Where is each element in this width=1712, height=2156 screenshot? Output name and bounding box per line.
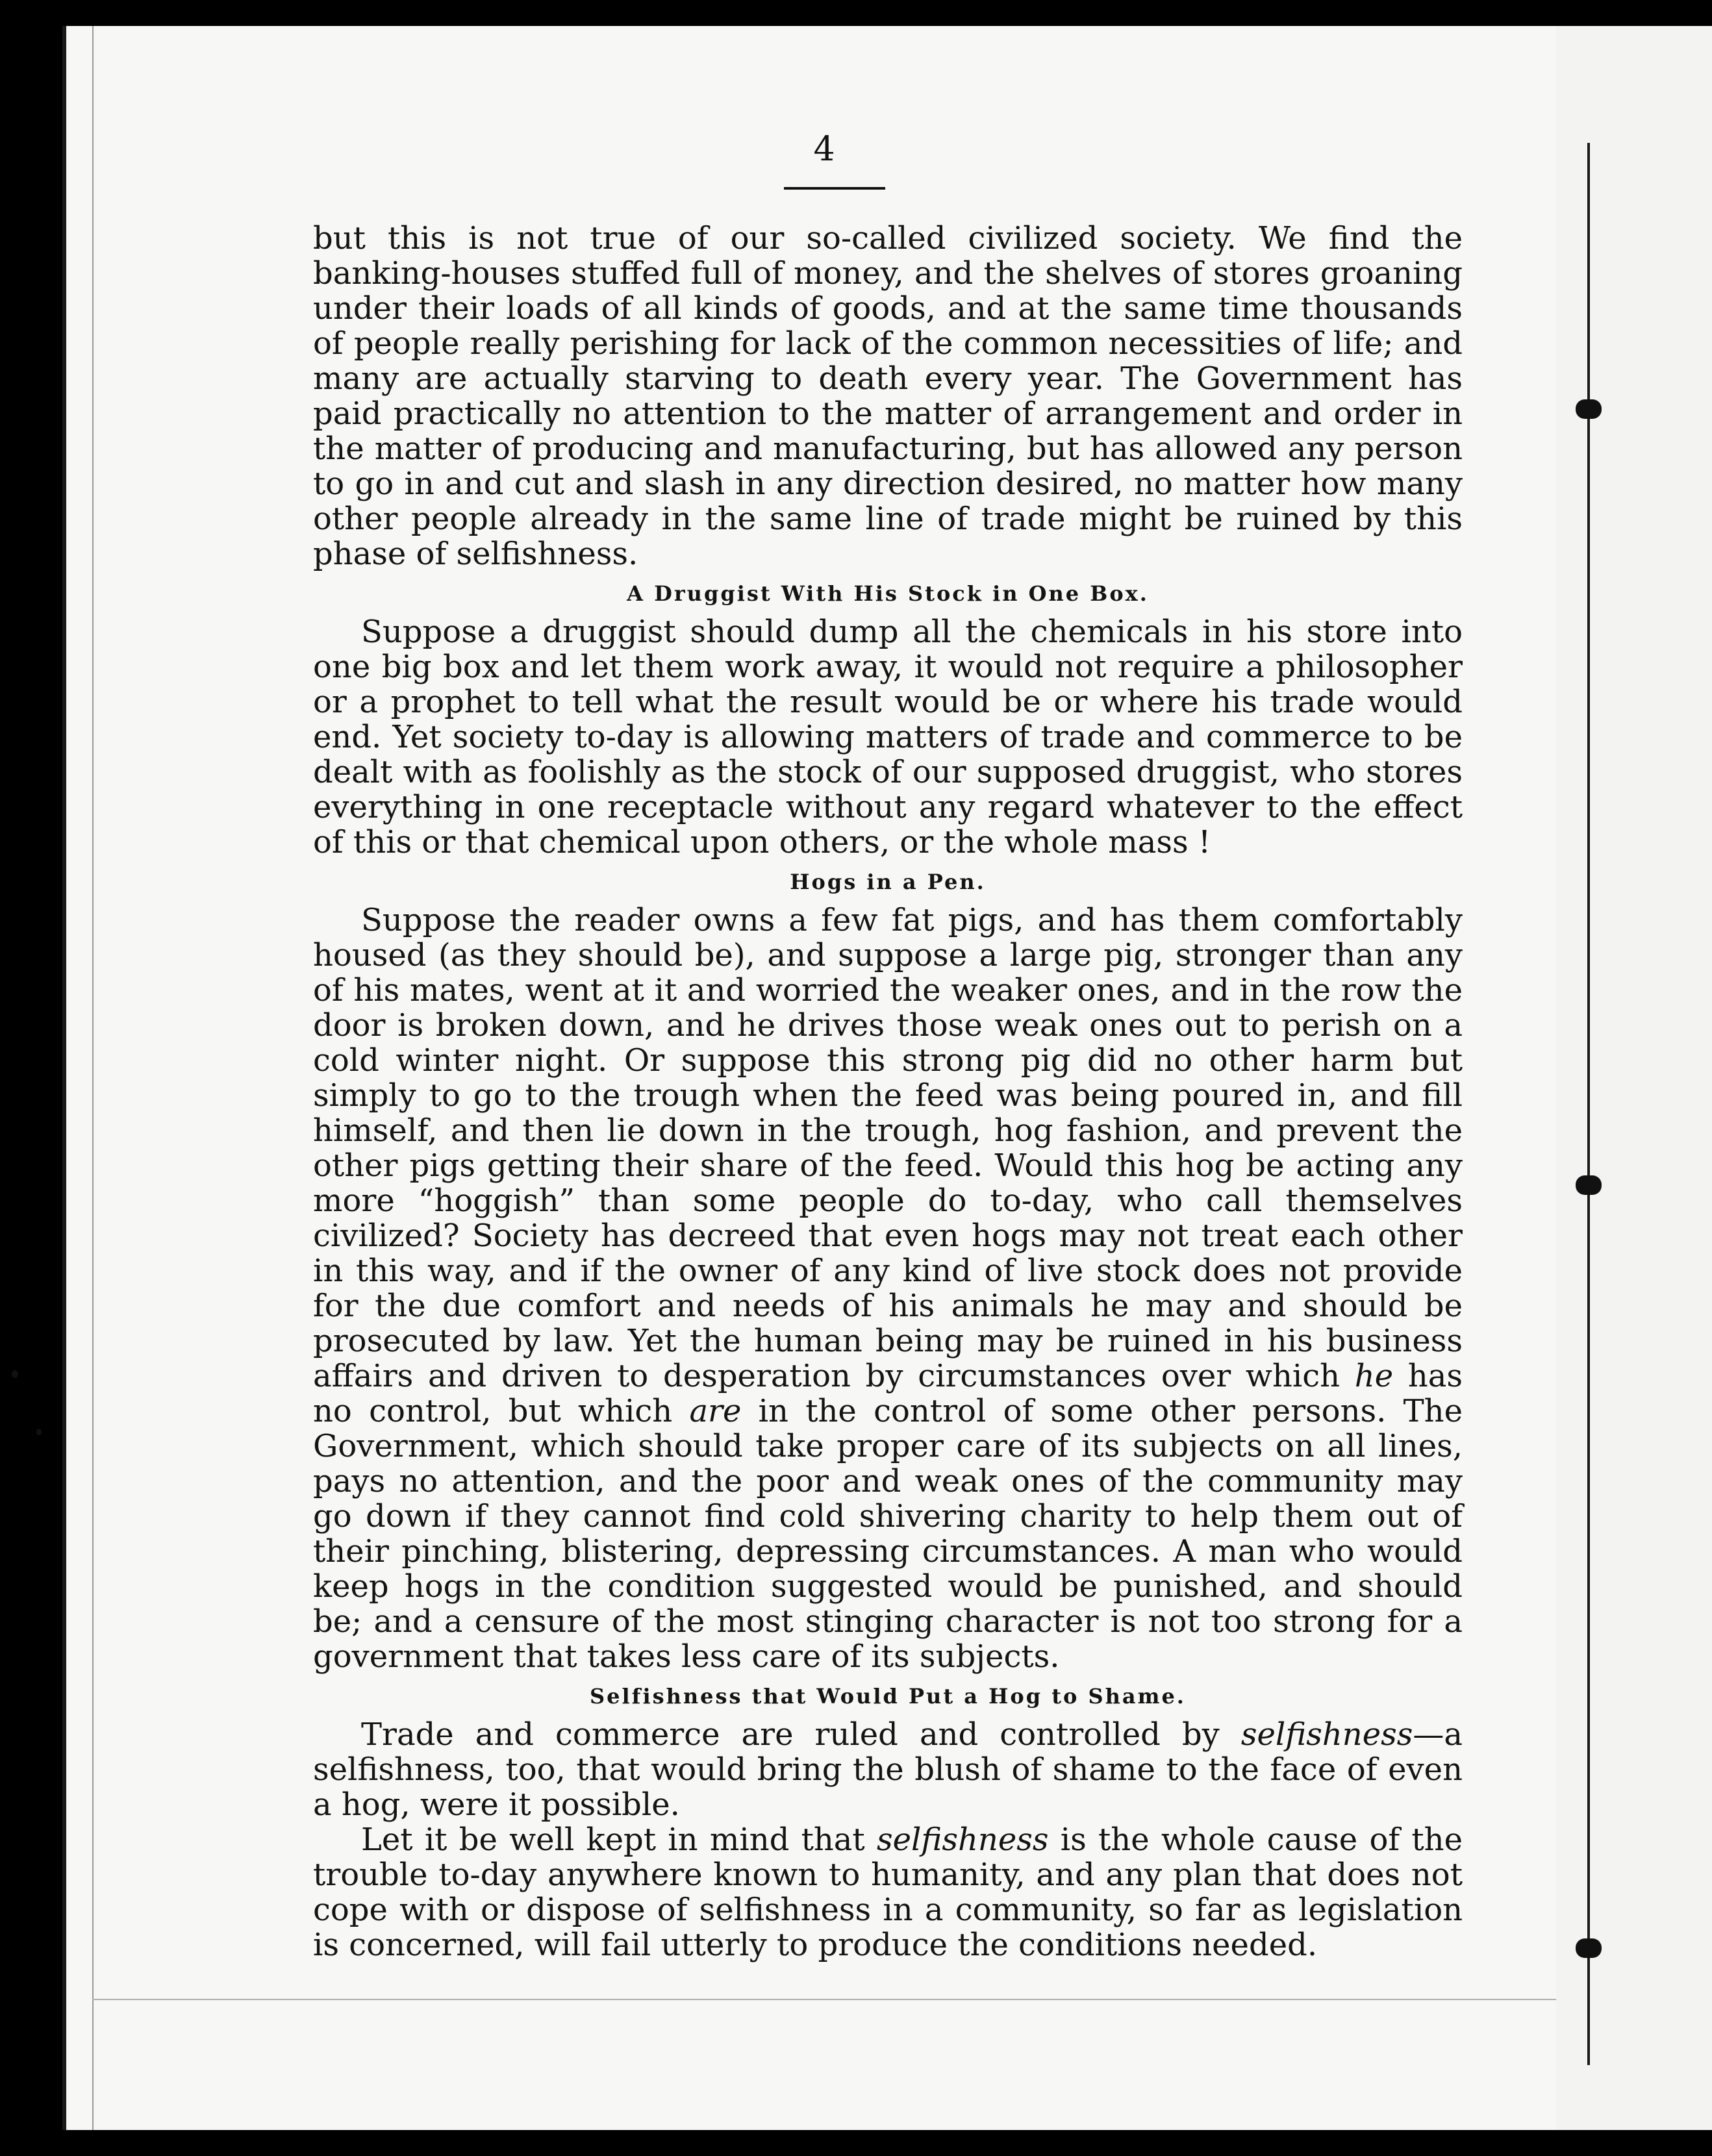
hogs-emphasis-are: are [689, 1393, 742, 1429]
selfishness-paragraph-2 [313, 1822, 1463, 1962]
hogs-paragraph [313, 903, 1463, 1674]
hogs-text-b: has no control, but which [313, 1358, 1463, 1429]
selfishness-p2-emphasis: selfishness [876, 1822, 1049, 1858]
spine-line [1587, 143, 1590, 2065]
binding-hole-top [1576, 399, 1602, 419]
heading-hogs: Hogs in a Pen. [790, 870, 986, 894]
body-text [313, 221, 1463, 1962]
page-number: 4 [813, 130, 835, 169]
selfishness-p2-text-b: is the whole cause of the trouble to-day anywhere known to humanity, and any plan that does not cope with or dispose of selfishness in a community, so far as legislation is concerned, will fail utterly to produce the conditions needed. [313, 1822, 1463, 1963]
selfishness-paragraph-1 [313, 1717, 1463, 1822]
scan-speck [12, 1370, 18, 1378]
intro-paragraph: but this is not true of our so-called civilized society. We find the banking-houses stuffed full of money, and the shelves of stores groaning under their loads of all kinds of goods, and at the same time thousands of people really perishing for lack of the common necessities of life; and many are actually starving to death every year. The Government has paid practically no attention to the matter of arrangement and order in the matter of producing and manufacturing, but has allowed any person to go in and cut and slash in any direction desired, no matter how many other people already in the same line of trade might be ruined by this phase of selfishness. [313, 220, 1463, 572]
hogs-text-c: in the control of some other persons. The Government, which should take proper care of its subjects on all lines, pays no attention, and the poor and weak ones of the community may go down if they cannot find cold shivering charity to help them out of their pinching, blistering, depressing circumstances. A man who would keep hogs in the condition suggested would be punished, and should be; and a censure of the most stinging character is not too strong for a government that takes less care of its subjects. [313, 1393, 1463, 1675]
scan-speck [36, 1429, 42, 1435]
hogs-text-a: Suppose the reader owns a few fat pigs, and has them comfortably housed (as they should be), and suppose a large pig, stronger than any of his mates, went at it and worried the weaker ones, and in the row the door is broken down, and he drives those weak ones out to perish on a cold winter night. Or suppose this strong pig did no other harm but simply to go to the trough when the feed was being poured in, and fill himself, and then lie down in the trough, hog fashion, and prevent the other pigs getting their share of the feed. Would this hog be acting any more “hoggish” than some people do to-day, who call themselves civilized? Society has decreed that even hogs may not treat each other in this way, and if the owner of any kind of live stock does not provide for the due comfort and needs of his animals he may and should be prosecuted by law. Yet the human being may be ruined in his business affairs and driven to desperation by circumstances over which [313, 902, 1463, 1394]
binding-hole-middle [1576, 1175, 1602, 1195]
binding-hole-bottom [1576, 1938, 1602, 1958]
heading-druggist: A Druggist With His Stock in One Box. [627, 581, 1149, 606]
document-page [62, 26, 1556, 2130]
selfishness-emphasis: selfishness [1240, 1716, 1413, 1753]
page-number-rule [784, 187, 885, 190]
selfishness-p2-text-a: Let it be well kept in mind that [361, 1822, 877, 1858]
binding-spine [1556, 26, 1712, 2130]
selfishness-text-b: —a selfishness, too, that would bring the blush of shame to the face of even a hog, were it possible. [313, 1716, 1463, 1823]
heading-selfishness: Selfishness that Would Put a Hog to Shame. [590, 1684, 1186, 1709]
selfishness-text-a: Trade and commerce are ruled and controlled by [361, 1716, 1241, 1753]
druggist-paragraph: Suppose a druggist should dump all the chemicals in his store into one big box and let them work away, it would not require a philosopher or a prophet to tell what the result would be or where his trade would end. Yet society to-day is allowing matters of trade and commerce to be dealt with as foolishly as the stock of our supposed druggist, who stores everything in one receptacle without any regard whatever to the effect of this or that chemical upon others, or the whole mass ! [313, 614, 1463, 860]
hogs-emphasis-he: he [1354, 1358, 1394, 1394]
